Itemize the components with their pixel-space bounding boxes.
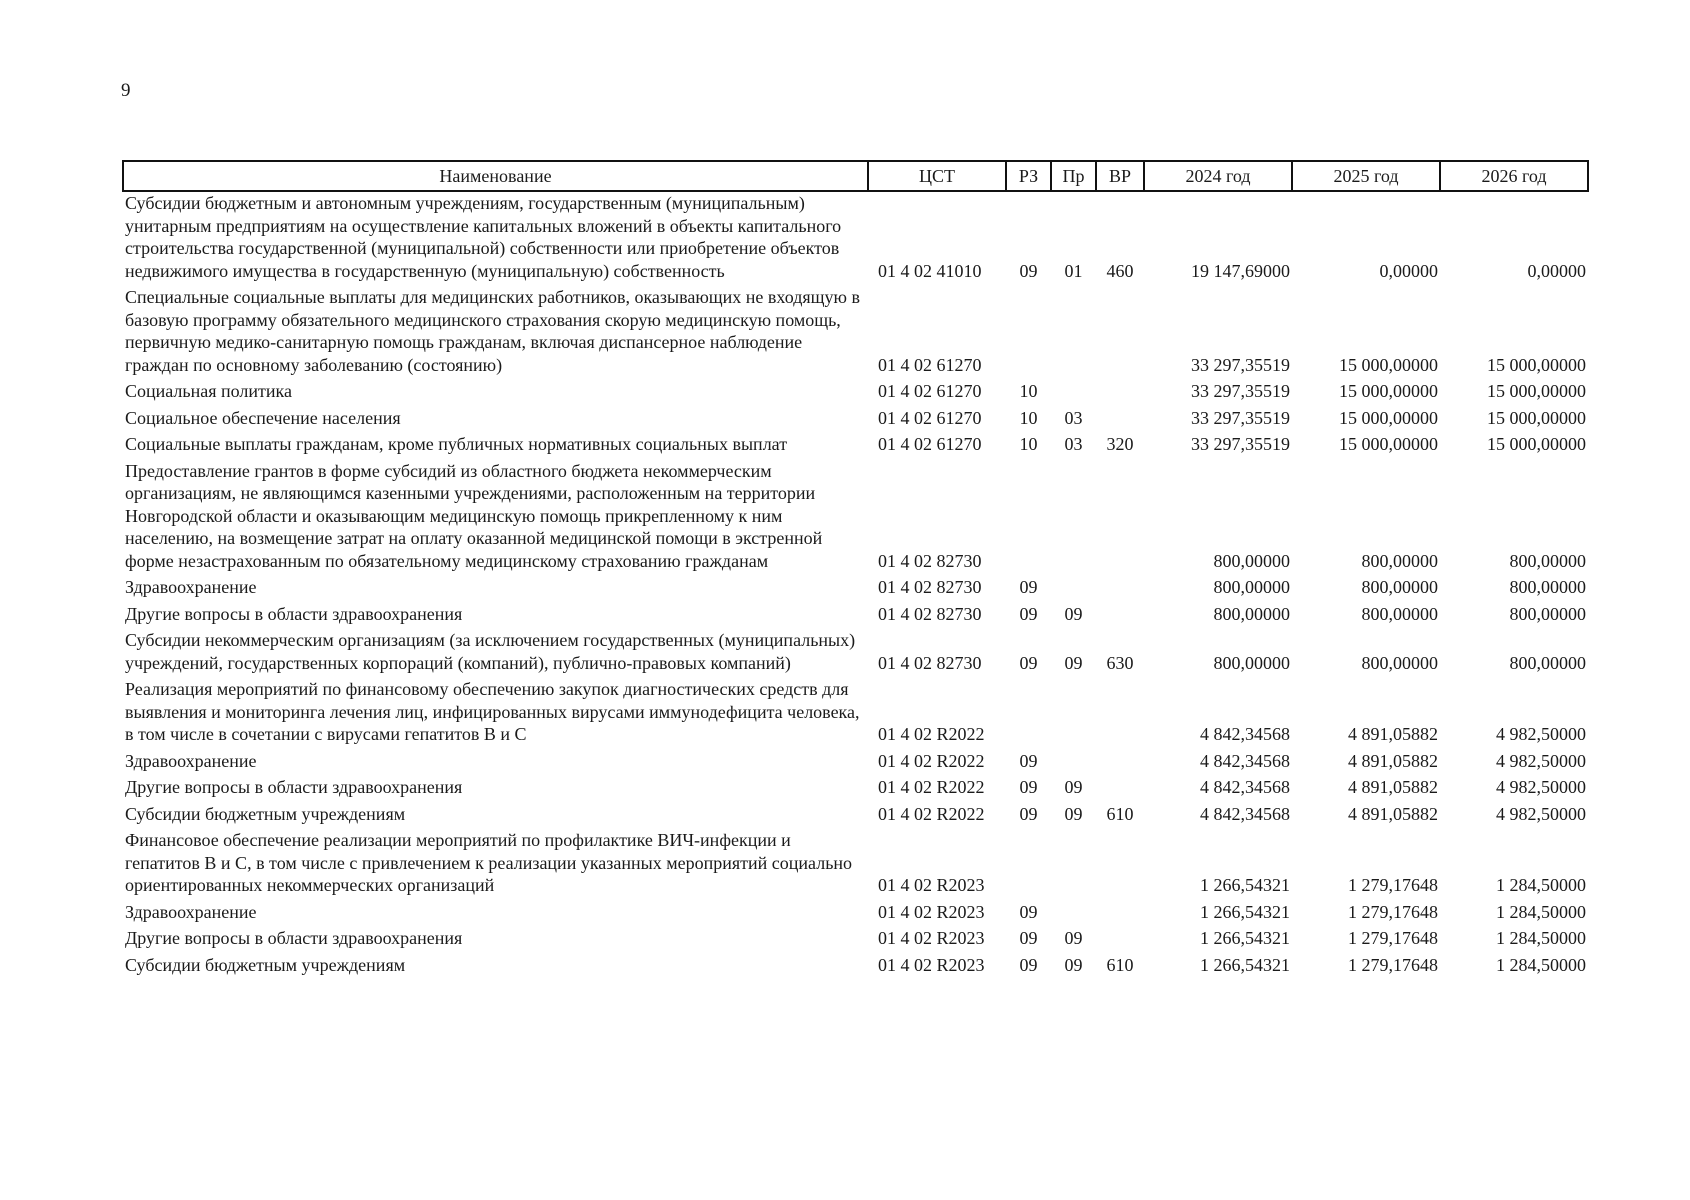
row-rz: 09: [1019, 901, 1038, 922]
row-rz: 09: [1019, 260, 1038, 281]
row-cst: 01 4 02 R2023: [878, 901, 985, 922]
row-2024: 800,00000: [1213, 550, 1290, 571]
header-pr: Пр: [1051, 161, 1096, 191]
table-row: [123, 829, 1588, 901]
row-pr: 09: [1064, 954, 1083, 975]
row-2026: 15 000,00000: [1487, 434, 1586, 454]
row-rz: 09: [1019, 777, 1038, 797]
row-2025: 15 000,00000: [1339, 434, 1438, 454]
row-vr: 610: [1106, 803, 1134, 824]
header-name: Наименование: [123, 161, 868, 191]
row-cst: 01 4 02 82730: [878, 603, 982, 624]
row-2026: 800,00000: [1509, 577, 1586, 597]
table-row: [123, 776, 1588, 803]
row-vr: [1096, 829, 1144, 901]
row-2026: 15 000,00000: [1487, 354, 1586, 375]
row-2025: 800,00000: [1361, 603, 1438, 624]
row-2024: 4 842,34568: [1200, 777, 1290, 797]
row-name: Другие вопросы в области здравоохранения: [125, 603, 463, 624]
row-cst: 01 4 02 82730: [878, 652, 982, 673]
row-pr: [1051, 829, 1096, 901]
row-cst: 01 4 02 R2023: [878, 928, 985, 948]
row-2025: 1 279,17648: [1348, 901, 1438, 922]
header-2024: 2024 год: [1144, 161, 1292, 191]
row-rz: [1006, 678, 1051, 750]
row-pr: 09: [1064, 777, 1083, 797]
row-rz: 09: [1019, 928, 1038, 948]
row-pr: 01: [1064, 260, 1083, 281]
row-cst: 01 4 02 82730: [878, 577, 982, 597]
header-cst: ЦСТ: [868, 161, 1006, 191]
table-row: [123, 750, 1588, 777]
row-2025: 800,00000: [1361, 577, 1438, 597]
budget-table: [122, 160, 1589, 980]
row-vr: [1096, 407, 1144, 434]
table-row: [123, 286, 1588, 380]
row-vr: [1096, 286, 1144, 380]
row-name: Здравоохранение: [125, 901, 257, 922]
row-cst: 01 4 02 R2022: [878, 777, 985, 797]
row-rz: 09: [1019, 803, 1038, 824]
row-pr: [1051, 286, 1096, 380]
table-row: [123, 954, 1588, 981]
row-pr: 09: [1064, 652, 1083, 673]
row-cst: 01 4 02 R2022: [878, 750, 985, 771]
table-row: [123, 433, 1588, 460]
row-name: Социальное обеспечение населения: [125, 407, 401, 428]
row-pr: 09: [1064, 803, 1083, 824]
row-cst: 01 4 02 61270: [878, 354, 982, 375]
row-vr: [1096, 460, 1144, 577]
row-name: Субсидии бюджетным учреждениям: [125, 803, 406, 824]
row-2025: 4 891,05882: [1348, 777, 1438, 797]
row-cst: 01 4 02 R2022: [878, 724, 985, 744]
row-2024: 800,00000: [1213, 577, 1290, 597]
table-row: [123, 191, 1588, 286]
row-cst: 01 4 02 R2022: [878, 803, 985, 824]
row-name: Специальные социальные выплаты для медицинских работников, оказывающих не входящую в базовую программу обязательного медицинского страхования скорую медицинскую помощь, первичную медико-санитарную помощь гражданам, включая диспансерное наблюдение граждан по основному заболеванию (состоянию): [125, 287, 860, 375]
row-vr: [1096, 576, 1144, 603]
row-2024: 800,00000: [1213, 652, 1290, 673]
row-2024: 33 297,35519: [1191, 381, 1290, 401]
row-2026: 1 284,50000: [1496, 954, 1586, 975]
row-rz: 09: [1019, 750, 1038, 771]
row-name: Субсидии бюджетным и автономным учреждениям, государственным (муниципальным) унитарным предприятиям на осуществление капитальных вложений в объекты капитального строительства государственной (муниципальной) собственности или приобретение объектов недвижимого имущества в государственную (муниципальную) собственность: [125, 193, 842, 281]
row-2025: 4 891,05882: [1348, 750, 1438, 771]
header-vr: ВР: [1096, 161, 1144, 191]
row-2024: 19 147,69000: [1191, 260, 1290, 281]
row-cst: 01 4 02 61270: [878, 407, 982, 428]
table-row: [123, 678, 1588, 750]
row-2026: 0,00000: [1527, 260, 1586, 281]
row-2024: 800,00000: [1213, 603, 1290, 624]
row-2025: 4 891,05882: [1348, 803, 1438, 824]
row-2024: 4 842,34568: [1200, 750, 1290, 771]
header-2025: 2025 год: [1292, 161, 1440, 191]
table-row: [123, 901, 1588, 928]
row-rz: 10: [1019, 381, 1038, 401]
row-2025: 15 000,00000: [1339, 354, 1438, 375]
row-rz: 09: [1019, 954, 1038, 975]
row-cst: 01 4 02 R2023: [878, 875, 985, 895]
row-cst: 01 4 02 41010: [878, 260, 982, 281]
row-2024: 1 266,54321: [1200, 901, 1290, 922]
row-2024: 4 842,34568: [1200, 803, 1290, 824]
row-rz: 10: [1019, 434, 1038, 454]
row-pr: [1051, 576, 1096, 603]
row-2026: 4 982,50000: [1496, 724, 1586, 744]
row-2025: 0,00000: [1379, 260, 1438, 281]
table-row: [123, 380, 1588, 407]
row-2025: 4 891,05882: [1348, 724, 1438, 744]
row-rz: [1006, 286, 1051, 380]
row-cst: 01 4 02 61270: [878, 434, 982, 454]
row-pr: [1051, 460, 1096, 577]
row-rz: 10: [1019, 407, 1038, 428]
row-pr: 09: [1064, 928, 1083, 948]
row-2026: 1 284,50000: [1496, 928, 1586, 948]
row-2025: 15 000,00000: [1339, 407, 1438, 428]
row-name: Здравоохранение: [125, 577, 257, 597]
table-row: [123, 629, 1588, 678]
table-row: [123, 407, 1588, 434]
row-2024: 33 297,35519: [1191, 434, 1290, 454]
table-row: [123, 927, 1588, 954]
row-name: Финансовое обеспечение реализации мероприятий по профилактике ВИЧ-инфекции и гепатитов В и С, в том числе с привлечением к реализации указанных мероприятий социально ориентированных некоммерческих организаций: [125, 830, 853, 895]
row-rz: 09: [1019, 577, 1038, 597]
row-name: Социальные выплаты гражданам, кроме публичных нормативных социальных выплат: [125, 434, 788, 454]
row-2024: 33 297,35519: [1191, 354, 1290, 375]
row-vr: 460: [1106, 260, 1134, 281]
row-vr: [1096, 776, 1144, 803]
row-name: Здравоохранение: [125, 750, 257, 771]
row-2026: 4 982,50000: [1496, 777, 1586, 797]
row-pr: [1051, 901, 1096, 928]
row-2026: 15 000,00000: [1487, 407, 1586, 428]
row-pr: 03: [1064, 407, 1083, 428]
row-2024: 1 266,54321: [1200, 954, 1290, 975]
row-2026: 800,00000: [1509, 603, 1586, 624]
table-row: [123, 803, 1588, 830]
page-number: 9: [121, 80, 131, 101]
row-vr: [1096, 603, 1144, 630]
row-rz: [1006, 829, 1051, 901]
row-pr: [1051, 380, 1096, 407]
row-vr: [1096, 901, 1144, 928]
row-pr: 09: [1064, 603, 1083, 624]
row-2025: 15 000,00000: [1339, 381, 1438, 401]
table-header-row: [123, 161, 1588, 191]
row-2025: 800,00000: [1361, 550, 1438, 571]
row-name: Другие вопросы в области здравоохранения: [125, 777, 463, 797]
row-rz: [1006, 460, 1051, 577]
row-2024: 1 266,54321: [1200, 928, 1290, 948]
row-name: Предоставление грантов в форме субсидий из областного бюджета некоммерческим организациям, не являющимся казенными учреждениями, расположенным на территории Новгородской области и оказывающим медицинскую помощь прикрепленному к ним населению, на возмещение затрат на оплату оказанной медицинской помощи в экстренной форме незастрахованным по обязательному медицинскому страхованию гражданам: [125, 460, 823, 571]
row-cst: 01 4 02 82730: [878, 550, 982, 571]
row-name: Реализация мероприятий по финансовому обеспечению закупок диагностических средств для выявления и мониторинга лечения лиц, инфицированных вирусами иммунодефицита человека, в том числе в сочетании с вирусами гепатитов В и С: [125, 679, 860, 744]
row-pr: [1051, 750, 1096, 777]
row-2026: 15 000,00000: [1487, 381, 1586, 401]
row-2026: 800,00000: [1509, 550, 1586, 571]
row-2025: 1 279,17648: [1348, 928, 1438, 948]
table-row: [123, 603, 1588, 630]
row-name: Субсидии некоммерческим организациям (за исключением государственных (муниципальных) учреждений, государственных корпораций (компаний), публично-правовых компаний): [125, 630, 856, 673]
row-cst: 01 4 02 R2023: [878, 954, 985, 975]
row-2026: 4 982,50000: [1496, 750, 1586, 771]
row-2026: 800,00000: [1509, 652, 1586, 673]
header-2026: 2026 год: [1440, 161, 1588, 191]
table-row: [123, 576, 1588, 603]
row-name: Социальная политика: [125, 381, 292, 401]
row-pr: [1051, 678, 1096, 750]
row-2024: 4 842,34568: [1200, 724, 1290, 744]
row-vr: [1096, 380, 1144, 407]
row-2025: 800,00000: [1361, 652, 1438, 673]
row-2026: 1 284,50000: [1496, 901, 1586, 922]
row-rz: 09: [1019, 603, 1038, 624]
row-rz: 09: [1019, 652, 1038, 673]
row-vr: 610: [1106, 954, 1134, 975]
row-vr: 630: [1106, 652, 1134, 673]
row-vr: 320: [1106, 434, 1134, 454]
header-rz: РЗ: [1006, 161, 1051, 191]
row-2026: 4 982,50000: [1496, 803, 1586, 824]
row-2025: 1 279,17648: [1348, 954, 1438, 975]
row-2026: 1 284,50000: [1496, 875, 1586, 895]
row-cst: 01 4 02 61270: [878, 381, 982, 401]
row-name: Субсидии бюджетным учреждениям: [125, 954, 406, 975]
table-row: [123, 460, 1588, 577]
row-2024: 33 297,35519: [1191, 407, 1290, 428]
row-vr: [1096, 678, 1144, 750]
row-vr: [1096, 927, 1144, 954]
row-2024: 1 266,54321: [1200, 875, 1290, 895]
row-vr: [1096, 750, 1144, 777]
row-pr: 03: [1064, 434, 1083, 454]
row-name: Другие вопросы в области здравоохранения: [125, 928, 463, 948]
row-2025: 1 279,17648: [1348, 875, 1438, 895]
